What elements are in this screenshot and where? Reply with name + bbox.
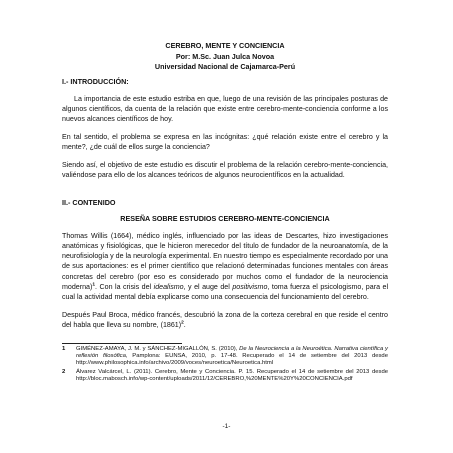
page-number: -1- [222,423,231,430]
content-paragraph-1 [62,231,388,302]
footnote-ref-1: 1 [92,282,96,288]
footnote-number: 2 [62,369,66,376]
section-heading-introduction: I.- INTRODUCCIÓN: [62,76,129,86]
intro-paragraph-1: La importancia de este estudio estriba en que, luego de una revisión de las principales posturas de algunos científicos, da cuenta de la relación que existe entre cerebro-mente-conciencia conforme a los nuevos alcances científicos de hoy. [62,94,388,123]
intro-paragraph-2: En tal sentido, el problema se expresa en las incógnitas: ¿qué relación existe entre el cerebro y la mente?, ¿de cuál de ellos surge la conciencia? [62,132,388,151]
footnote-separator [62,343,182,344]
paragraph-text: Después Paul Broca, médico francés, descubrió la zona de la corteza cerebral en que reside el centro del habla que lleva su nombre, (1861) [62,310,388,329]
document-institution: Universidad Nacional de Cajamarca-Perú [154,62,296,71]
page-content [62,41,388,383]
document-author: Por: M.Sc. Juan Julca Novoa [175,51,275,61]
content-paragraph-2 [62,310,388,330]
footnote-ref-2: 2 [181,320,184,326]
footnote-2 [62,369,388,383]
subsection-heading: RESEÑA SOBRE ESTUDIOS CEREBRO-MENTE-CONCIENCIA [120,214,330,224]
section-heading-contenido: II.- CONTENIDO [62,198,116,208]
footnote-1 [62,346,388,367]
footnote-text: Álvarez Valcárcel, L. (2011). Cerebro, Mente y Conciencia. P. 15. Recuperado el 14 de setiembre del 2013 desde http://bloc.mabosch.info/wp-content/uploads/2011/12/CEREBRO,%20MENTE%20Y%20CONCIENCIA.pdf [76,369,388,383]
paragraph-text: . Con la crisis del [95,282,154,291]
footnote-text: GIMÉNEZ-AMAYA, J. M. y SÁNCHEZ-MIGALLÓN, S. (2010), [76,346,240,352]
term-idealismo: idealismo [153,282,184,291]
intro-paragraph-3: Siendo así, el objetivo de este estudio es discutir el problema de la relación cerebro-mente-conciencia, valiéndose para ello de los alcances teóricos de algunos neurocientíficos en la actualidad. [62,160,388,180]
footnote-italic-title: De la Neurociencia a la Neuroética. Narrativa científica y reflexión filosófica [76,346,388,360]
term-positivismo: positivismo [232,282,268,291]
footnote-number: 1 [62,346,66,352]
document-title: CEREBRO, MENTE Y CONCIENCIA [165,41,285,50]
paragraph-text: . [183,320,186,329]
paragraph-text: Thomas Willis (1664), médico inglés, influenciado por las ideas de Descartes, hizo investigaciones anatómicas y fisiológicas, que le hicieron merecedor del título de fundador de la neuroanatomía, de la neurofisiología y de la neurología experimental. En nuestro tiempo es especialmente recordado por una de sus aportaciones: es el primer científico que relacionó determinadas funciones mentales con áreas concretas del cerebro (por eso es considerado por muchos como el fundador de la neurociencia moderna) [62,232,388,291]
paragraph-text: , y el auge del [183,282,233,291]
paragraph-text: , toma fuerza el psicologismo, para el cual la actividad mental debía explicarse como una consecuencia del funcionamiento del cerebro. [62,282,389,301]
footnote-text: , Pamplona: EUNSA, 2010, p. 17-48. Recuperado el 14 de setiembre del 2013 desde http://www.philosophica.info/archivo/2009/voces/neuroetica/Neuroetica.html [76,353,388,367]
